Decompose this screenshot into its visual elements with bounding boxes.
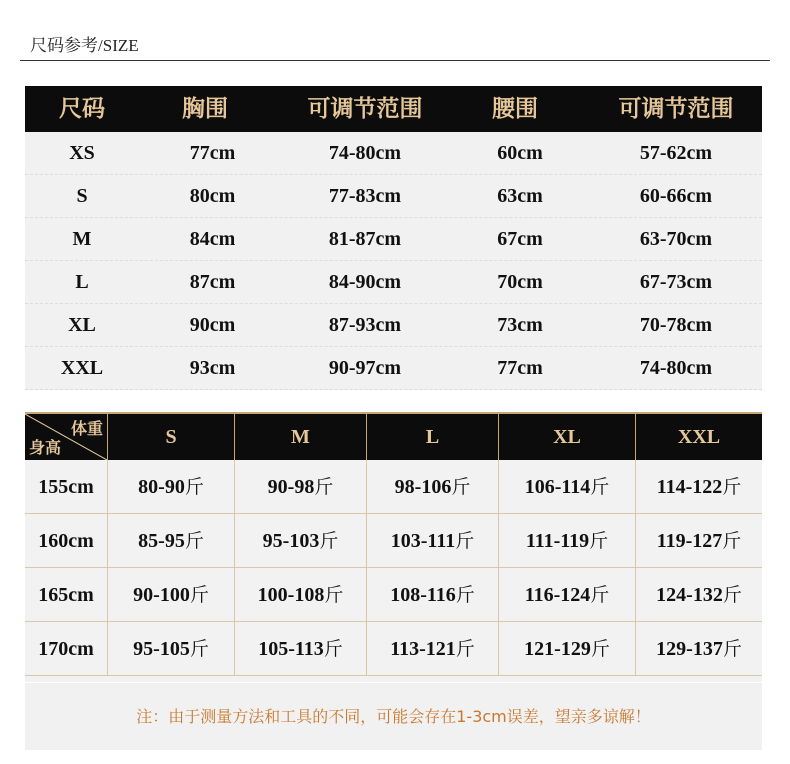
weight-range-value: 121-129 [524, 638, 591, 660]
weight-unit: 斤 [722, 530, 742, 552]
row-bust-range: 87-93cm [328, 314, 402, 336]
weight-range-s [108, 622, 234, 676]
weight-unit: 斤 [184, 530, 204, 552]
header-bust: 胸围 [182, 95, 228, 122]
page-title-cn: 尺码参考 [30, 36, 98, 56]
row-waist: 63cm [497, 185, 543, 207]
header-waist: 腰围 [492, 95, 538, 122]
weight-range-m [235, 514, 366, 568]
weight-range-m [235, 568, 366, 622]
weight-range-value: 108-116 [390, 584, 456, 606]
weight-table-header [25, 412, 762, 460]
header-xl: XL [553, 426, 581, 448]
weight-unit: 斤 [184, 476, 204, 498]
weight-range-value: 116-124 [524, 584, 591, 606]
weight-range-s [108, 460, 234, 514]
weight-unit: 斤 [323, 638, 343, 660]
corner-weight-label: 体重 [70, 419, 103, 438]
weight-range-value: 80-90 [138, 476, 185, 498]
weight-range-value: 100-108 [257, 584, 325, 606]
weight-unit: 斤 [589, 530, 609, 552]
weight-range-s [108, 568, 234, 622]
weight-unit: 斤 [324, 584, 344, 606]
weight-range-xl [499, 568, 635, 622]
header-l: L [425, 426, 440, 448]
weight-range-xxl [636, 622, 762, 676]
row-size: XXL [60, 357, 104, 379]
weight-range-xl [499, 622, 635, 676]
weight-unit: 斤 [722, 584, 742, 606]
weight-height-table [25, 412, 762, 682]
row-waist-range: 74-80cm [639, 357, 713, 379]
weight-range-value: 105-113 [258, 638, 324, 660]
weight-range-value: 90-100 [133, 584, 190, 606]
weight-unit: 斤 [451, 476, 471, 498]
measurement-note: 注：由于测量方法和工具的不同，可能会存在1-3cm误差，望亲多谅解！ [136, 707, 651, 726]
header-m: M [291, 426, 310, 448]
row-size: L [75, 271, 89, 293]
weight-range-xxl [636, 514, 762, 568]
weight-unit: 斤 [455, 530, 475, 552]
weight-range-value: 113-121 [390, 638, 456, 660]
header-bust-range: 可调节范围 [307, 95, 423, 122]
weight-range-value: 106-114 [524, 476, 591, 498]
weight-range-m [235, 460, 366, 514]
weight-range-value: 124-132 [656, 584, 723, 606]
corner-cell [25, 414, 107, 460]
row-bust: 77cm [189, 142, 236, 164]
weight-unit: 斤 [590, 584, 610, 606]
weight-range-l [367, 514, 498, 568]
table-row [25, 622, 762, 676]
table-row [25, 175, 762, 218]
table-row [25, 460, 762, 514]
table-row [25, 514, 762, 568]
weight-range-l [367, 622, 498, 676]
size-chart-table [25, 86, 762, 390]
weight-range-value: 85-95 [138, 530, 185, 552]
row-waist: 77cm [497, 357, 543, 379]
row-waist-range: 70-78cm [639, 314, 713, 336]
page-title-en: SIZE [102, 36, 139, 55]
weight-range-xxl [636, 460, 762, 514]
weight-range-value: 119-127 [656, 530, 723, 552]
header-s: S [165, 426, 177, 448]
row-bust: 90cm [189, 314, 236, 336]
table-row [25, 218, 762, 261]
page-title [30, 31, 139, 56]
weight-unit: 斤 [189, 638, 209, 660]
weight-range-value: 129-137 [656, 638, 723, 660]
weight-unit: 斤 [314, 476, 334, 498]
row-bust: 80cm [189, 185, 236, 207]
weight-unit: 斤 [189, 584, 209, 606]
weight-range-value: 114-122 [656, 476, 723, 498]
table-row [25, 261, 762, 304]
row-height: 155cm [38, 476, 94, 498]
row-bust-range: 74-80cm [328, 142, 402, 164]
page-title-sep: / [98, 36, 103, 55]
row-bust-range: 81-87cm [328, 228, 402, 250]
weight-range-xl [499, 514, 635, 568]
row-waist: 73cm [497, 314, 543, 336]
row-waist: 67cm [497, 228, 543, 250]
weight-unit: 斤 [455, 638, 475, 660]
table-row [25, 568, 762, 622]
table-row [25, 347, 762, 390]
weight-range-value: 95-105 [133, 638, 190, 660]
row-bust-range: 77-83cm [328, 185, 402, 207]
weight-range-value: 90-98 [267, 476, 315, 498]
weight-unit: 斤 [722, 638, 742, 660]
weight-range-s [108, 514, 234, 568]
weight-range-l [367, 460, 498, 514]
header-waist-range: 可调节范围 [618, 95, 734, 122]
row-waist: 60cm [497, 142, 543, 164]
row-waist-range: 60-66cm [639, 185, 713, 207]
row-height: 165cm [38, 584, 94, 606]
row-waist: 70cm [497, 271, 543, 293]
row-height: 160cm [38, 530, 94, 552]
row-waist-range: 67-73cm [639, 271, 713, 293]
header-size: 尺码 [59, 95, 105, 122]
row-size: M [72, 228, 92, 250]
weight-unit: 斤 [590, 638, 610, 660]
row-waist-range: 63-70cm [639, 228, 713, 250]
row-size: XL [68, 314, 96, 336]
weight-range-value: 103-111 [390, 530, 456, 552]
weight-unit: 斤 [722, 476, 742, 498]
note-box [25, 683, 762, 750]
row-size: XS [69, 142, 95, 164]
row-height: 170cm [38, 638, 94, 660]
weight-range-value: 98-106 [394, 476, 452, 498]
weight-range-value: 95-103 [262, 530, 320, 552]
table-row [25, 132, 762, 175]
table-row [25, 304, 762, 347]
weight-range-xxl [636, 568, 762, 622]
weight-unit: 斤 [319, 530, 339, 552]
weight-range-l [367, 568, 498, 622]
corner-height-label: 身高 [29, 438, 62, 457]
row-bust-range: 84-90cm [328, 271, 402, 293]
weight-range-m [235, 622, 366, 676]
weight-unit: 斤 [455, 584, 475, 606]
header-xxl: XXL [677, 426, 721, 448]
row-waist-range: 57-62cm [639, 142, 713, 164]
weight-unit: 斤 [590, 476, 610, 498]
weight-range-xl [499, 460, 635, 514]
row-bust-range: 90-97cm [328, 357, 402, 379]
row-bust: 93cm [189, 357, 236, 379]
size-chart-header [25, 86, 762, 132]
weight-range-value: 111-119 [525, 530, 590, 552]
row-bust: 84cm [189, 228, 236, 250]
title-divider [20, 60, 770, 61]
row-size: S [76, 185, 88, 207]
row-bust: 87cm [189, 271, 236, 293]
